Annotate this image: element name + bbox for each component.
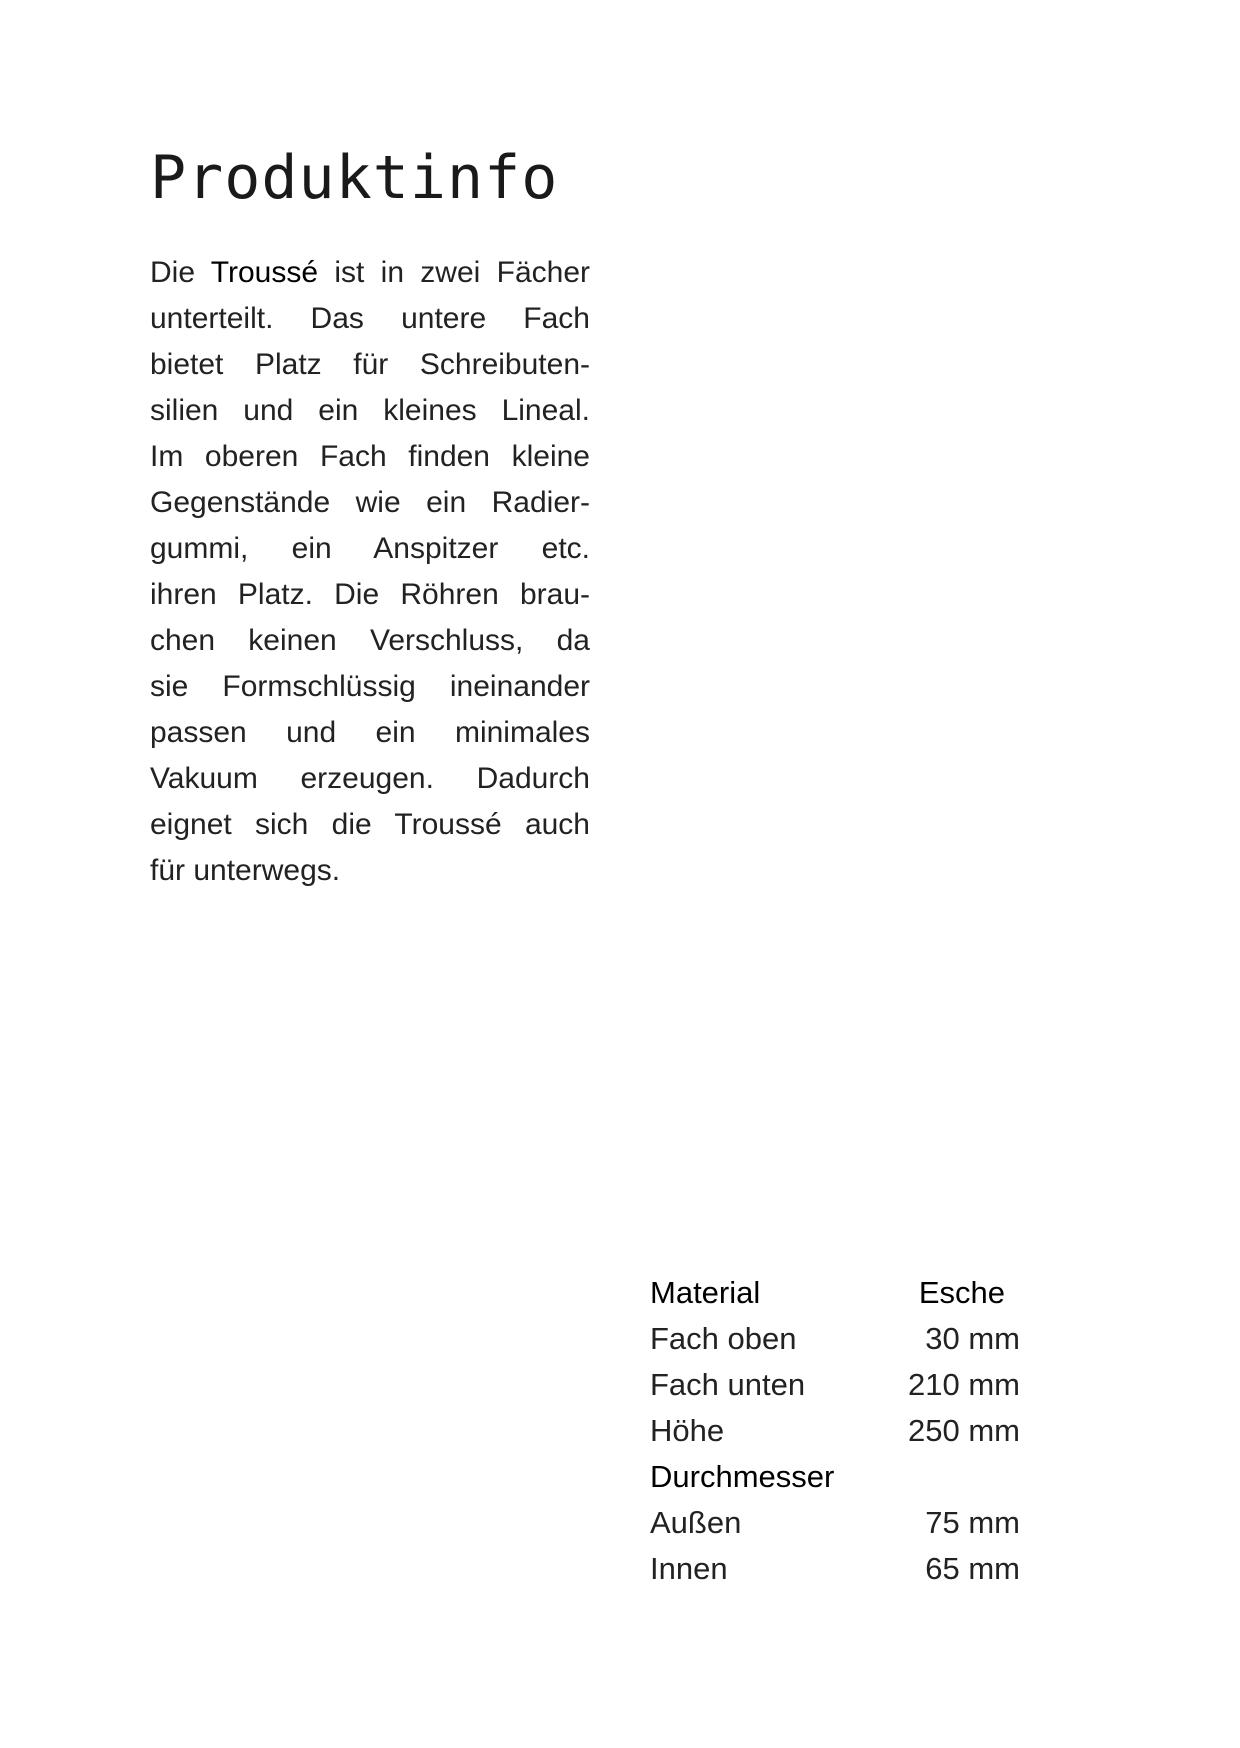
description-line: ihren Platz. Die Röhren brau- xyxy=(150,578,590,611)
spec-label: Material xyxy=(650,1275,761,1310)
spec-label: Höhe xyxy=(650,1413,725,1448)
spec-row-hoehe xyxy=(650,1408,1020,1454)
spec-heading-durchmesser xyxy=(650,1454,1020,1500)
description-line xyxy=(150,250,590,296)
description-line: gummi, ein Anspitzer etc. xyxy=(150,532,590,565)
spec-value: 30 mm xyxy=(925,1321,1020,1356)
description-line-suffix: ist in zwei Fächer xyxy=(318,256,590,289)
description-line: passen und ein minimales xyxy=(150,716,590,749)
description-line: silien und ein kleines Lineal. xyxy=(150,394,590,427)
product-description xyxy=(150,250,590,894)
page-title: Produktinfo xyxy=(150,143,559,213)
spec-label: Außen xyxy=(650,1505,742,1540)
spec-row-material xyxy=(650,1270,1020,1316)
description-line: unterteilt. Das untere Fach xyxy=(150,302,590,335)
description-line: für unterwegs. xyxy=(150,854,341,887)
product-name: Troussé xyxy=(210,256,319,289)
spec-label: Fach unten xyxy=(650,1367,806,1402)
description-line: sie Formschlüssig ineinander xyxy=(150,670,590,703)
spec-row-fach-oben xyxy=(650,1316,1020,1362)
spec-value: 75 mm xyxy=(925,1505,1020,1540)
description-line: chen keinen Verschluss, da xyxy=(150,624,590,657)
spec-table xyxy=(650,1270,1020,1592)
description-line: eignet sich die Troussé auch xyxy=(150,808,590,841)
description-line: Im oberen Fach finden kleine xyxy=(150,440,590,473)
description-line: Vakuum erzeugen. Dadurch xyxy=(150,762,590,795)
spec-label: Innen xyxy=(650,1551,728,1586)
spec-value: 65 mm xyxy=(925,1551,1020,1586)
spec-label: Fach oben xyxy=(650,1321,797,1356)
description-line-prefix: Die xyxy=(150,256,211,289)
description-line: bietet Platz für Schreibuten- xyxy=(150,348,590,381)
description-line: Gegenstände wie ein Radier- xyxy=(150,486,590,519)
spec-heading-label: Durchmesser xyxy=(650,1459,835,1494)
spec-value: Esche xyxy=(918,1275,1005,1310)
spec-value: 210 mm xyxy=(908,1367,1020,1402)
spec-row-fach-unten xyxy=(650,1362,1020,1408)
spec-value: 250 mm xyxy=(908,1413,1020,1448)
spec-row-innen xyxy=(650,1546,1020,1592)
spec-row-aussen xyxy=(650,1500,1020,1546)
